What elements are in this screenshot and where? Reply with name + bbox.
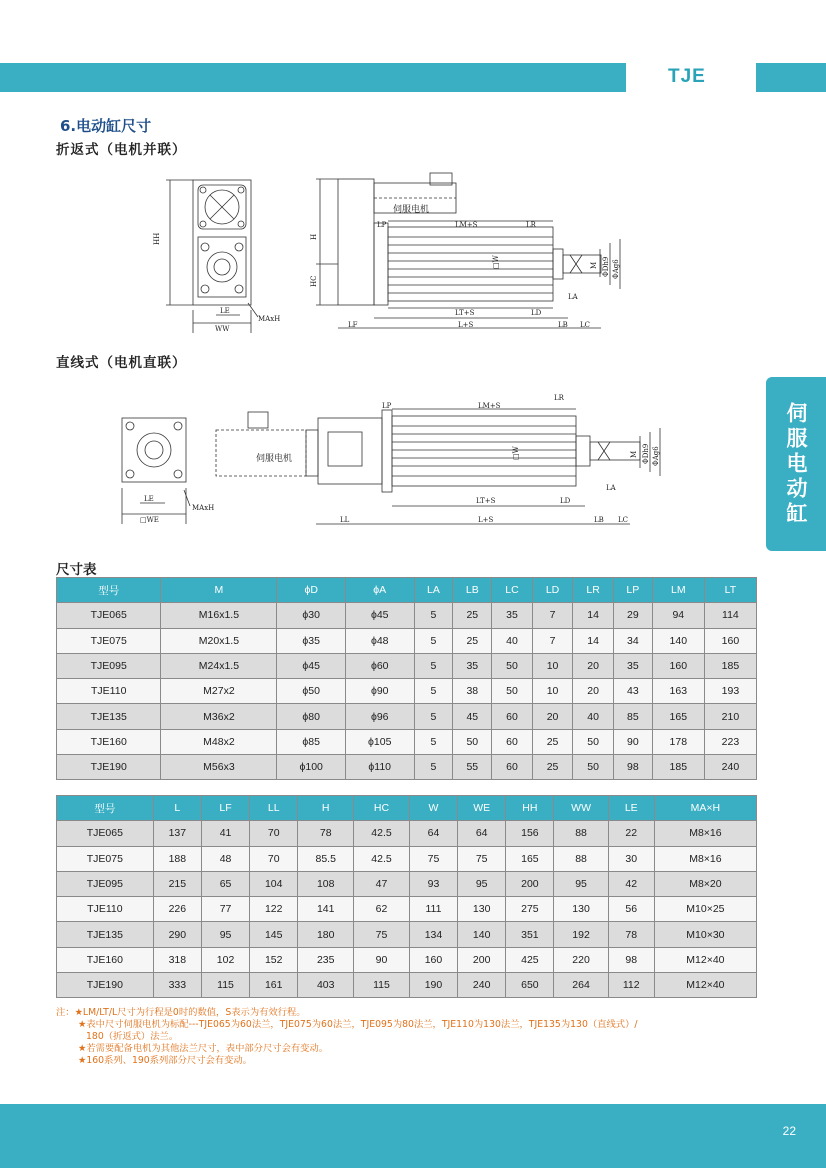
table-cell: 56 [608, 897, 654, 922]
column-header: 型号 [57, 796, 154, 821]
spec-table-2 [56, 795, 757, 998]
table-cell: 70 [250, 846, 298, 871]
column-header: WE [458, 796, 506, 821]
table-cell: 65 [201, 871, 249, 896]
table-cell: 75 [354, 922, 410, 947]
table-cell: 45 [453, 704, 492, 729]
column-header: H [298, 796, 354, 821]
table-cell: ϕ48 [345, 628, 414, 653]
table-cell: TJE075 [57, 628, 161, 653]
table-cell: ϕ30 [277, 603, 346, 628]
label-W: □W [492, 255, 500, 269]
subtitle-parallel: 折返式（电机并联） [56, 142, 187, 158]
table-cell: 35 [613, 653, 652, 678]
drawing-inline [110, 388, 700, 538]
column-header: LR [573, 578, 614, 603]
table-cell: 7 [532, 603, 573, 628]
table-cell: TJE110 [57, 897, 154, 922]
table-cell: 98 [613, 755, 652, 780]
table-cell: M36x2 [161, 704, 277, 729]
table-cell: 42.5 [354, 846, 410, 871]
table-cell: ϕ45 [277, 653, 346, 678]
table-cell: 160 [409, 947, 457, 972]
table-cell: 264 [554, 973, 608, 998]
column-header: L [153, 796, 201, 821]
table-cell: 35 [453, 653, 492, 678]
end-view-parallel [166, 180, 258, 333]
table-cell: 25 [532, 729, 573, 754]
table-cell: M8×16 [654, 846, 756, 871]
table-cell: 50 [573, 729, 614, 754]
table-cell: 20 [532, 704, 573, 729]
column-header: HH [506, 796, 554, 821]
page-number: 22 [782, 1124, 796, 1138]
table-cell: 50 [453, 729, 492, 754]
table-cell: 62 [354, 897, 410, 922]
label-MAxH: MAxH [258, 315, 281, 323]
label-LB: LB [558, 321, 568, 329]
label-LD-inline: LD [560, 497, 571, 505]
header-bar [0, 63, 626, 92]
table-cell: 235 [298, 947, 354, 972]
table-cell: ϕ80 [277, 704, 346, 729]
table-cell: 134 [409, 922, 457, 947]
table-cell: 163 [652, 679, 704, 704]
column-header: 型号 [57, 578, 161, 603]
table-cell: 5 [414, 704, 453, 729]
table-cell: 165 [652, 704, 704, 729]
column-header: LD [532, 578, 573, 603]
note-line: ★若需要配备电机为其他法兰尺寸，表中部分尺寸会有变动。 [78, 1043, 329, 1054]
label-LA-inline: LA [606, 484, 616, 492]
table-cell: TJE075 [57, 846, 154, 871]
table-cell: 25 [453, 603, 492, 628]
table-cell: 75 [458, 846, 506, 871]
column-header: HC [354, 796, 410, 821]
table-cell: 50 [492, 653, 533, 678]
table-cell: 10 [532, 653, 573, 678]
table-cell: 220 [554, 947, 608, 972]
table-cell: TJE135 [57, 922, 154, 947]
table-cell: 42.5 [354, 821, 410, 846]
notes [56, 1007, 638, 1067]
table-cell: 114 [704, 603, 756, 628]
note-line: ★160系列、190系列部分尺寸会有变动。 [78, 1055, 252, 1066]
table-cell: 318 [153, 947, 201, 972]
label-motor-inline: 伺服电机 [256, 454, 293, 464]
table-cell: 50 [573, 755, 614, 780]
table-cell: M24x1.5 [161, 653, 277, 678]
table-cell: 152 [250, 947, 298, 972]
table-cell: TJE135 [57, 704, 161, 729]
table-cell: 130 [554, 897, 608, 922]
table-cell: 40 [573, 704, 614, 729]
label-LMS-inline: LM+S [478, 402, 501, 410]
note-line: 180（折返式）法兰。 [86, 1031, 179, 1042]
column-header: ϕD [277, 578, 346, 603]
column-header: LA [414, 578, 453, 603]
label-LC-inline: LC [618, 516, 629, 524]
table-cell: 178 [652, 729, 704, 754]
table-cell: TJE190 [57, 973, 154, 998]
table-cell: M12×40 [654, 947, 756, 972]
table-cell: 333 [153, 973, 201, 998]
table-cell: ϕ110 [345, 755, 414, 780]
label-LB-inline: LB [594, 516, 604, 524]
table-cell: ϕ85 [277, 729, 346, 754]
table-cell: TJE160 [57, 729, 161, 754]
table-cell: 5 [414, 679, 453, 704]
table-row [57, 947, 757, 972]
table-cell: 200 [506, 871, 554, 896]
table-cell: 35 [492, 603, 533, 628]
table-cell: 180 [298, 922, 354, 947]
table-cell: 60 [492, 755, 533, 780]
table-cell: 115 [354, 973, 410, 998]
table-cell: 130 [458, 897, 506, 922]
table-cell: 165 [506, 846, 554, 871]
table-cell: 25 [532, 755, 573, 780]
table-cell: 108 [298, 871, 354, 896]
table-cell: 161 [250, 973, 298, 998]
table-cell: 55 [453, 755, 492, 780]
table-row [57, 704, 757, 729]
table-cell: 88 [554, 821, 608, 846]
table-cell: 104 [250, 871, 298, 896]
column-header: M [161, 578, 277, 603]
table-cell: TJE160 [57, 947, 154, 972]
table-cell: M8×16 [654, 821, 756, 846]
table-header-row [57, 578, 757, 603]
table-cell: 98 [608, 947, 654, 972]
table-cell: 156 [506, 821, 554, 846]
table-cell: 351 [506, 922, 554, 947]
table-header-row [57, 796, 757, 821]
table-cell: 41 [201, 821, 249, 846]
table-cell: 34 [613, 628, 652, 653]
table-cell: 122 [250, 897, 298, 922]
table-cell: 78 [298, 821, 354, 846]
label-WW: WW [215, 325, 230, 333]
column-header: ϕA [345, 578, 414, 603]
table-cell: M10×25 [654, 897, 756, 922]
label-W-inline: □W [512, 446, 520, 460]
label-LP: LP [377, 221, 387, 229]
table-cell: TJE065 [57, 821, 154, 846]
label-LTS: LT+S [455, 309, 475, 317]
column-header: MA×H [654, 796, 756, 821]
table-row [57, 897, 757, 922]
table-cell: 290 [153, 922, 201, 947]
table-cell: 190 [409, 973, 457, 998]
column-header: WW [554, 796, 608, 821]
table-cell: TJE110 [57, 679, 161, 704]
label-MAxH-inline: MAxH [192, 504, 215, 512]
table-cell: 5 [414, 603, 453, 628]
table-cell: 140 [458, 922, 506, 947]
label-HC: HC [310, 275, 318, 287]
label-LC: LC [580, 321, 591, 329]
table-cell: 240 [704, 755, 756, 780]
table-cell: 94 [652, 603, 704, 628]
table-cell: 88 [554, 846, 608, 871]
table-cell: ϕ96 [345, 704, 414, 729]
table-row [57, 973, 757, 998]
table-cell: 7 [532, 628, 573, 653]
table-cell: 112 [608, 973, 654, 998]
table-cell: 47 [354, 871, 410, 896]
column-header: LF [201, 796, 249, 821]
table-row [57, 821, 757, 846]
table-cell: 5 [414, 729, 453, 754]
table-cell: 145 [250, 922, 298, 947]
table-cell: 10 [532, 679, 573, 704]
table-cell: 185 [652, 755, 704, 780]
table-cell: 14 [573, 603, 614, 628]
label-LA: LA [568, 293, 578, 301]
table-title: 尺寸表 [56, 562, 97, 578]
table-cell: 78 [608, 922, 654, 947]
table-cell: 29 [613, 603, 652, 628]
table-row [57, 871, 757, 896]
table-cell: 200 [458, 947, 506, 972]
brand-label: TJE [668, 66, 706, 87]
table-cell: 20 [573, 679, 614, 704]
table-row [57, 603, 757, 628]
label-HH: HH [153, 232, 161, 245]
table-cell: TJE190 [57, 755, 161, 780]
table-cell: 43 [613, 679, 652, 704]
table-cell: 93 [409, 871, 457, 896]
label-WE: □WE [140, 516, 159, 524]
label-D-inline: ΦDh9 [642, 443, 650, 464]
label-LR: LR [526, 221, 536, 229]
table-cell: 223 [704, 729, 756, 754]
side-view-inline [216, 409, 660, 524]
label-LL: LL [340, 516, 350, 524]
table-cell: TJE095 [57, 653, 161, 678]
table-cell: 160 [704, 628, 756, 653]
table-cell: 77 [201, 897, 249, 922]
label-LTS-inline: LT+S [476, 497, 496, 505]
table-cell: 193 [704, 679, 756, 704]
table-cell: 160 [652, 653, 704, 678]
table-cell: 85.5 [298, 846, 354, 871]
table-row [57, 628, 757, 653]
table-cell: 38 [453, 679, 492, 704]
table-cell: 42 [608, 871, 654, 896]
column-header: LP [613, 578, 652, 603]
side-tab-label: 伺服电动缸 [784, 401, 808, 527]
table-cell: TJE095 [57, 871, 154, 896]
table-cell: 188 [153, 846, 201, 871]
side-tab [766, 377, 826, 551]
table-cell: 95 [554, 871, 608, 896]
table-cell: 40 [492, 628, 533, 653]
table-cell: 425 [506, 947, 554, 972]
label-LE-inline: LE [144, 495, 154, 503]
table-cell: 95 [201, 922, 249, 947]
section-title: 6.电动缸尺寸 [60, 117, 152, 135]
table-cell: 210 [704, 704, 756, 729]
table-cell: 75 [409, 846, 457, 871]
table-cell: 5 [414, 653, 453, 678]
table-cell: M12×40 [654, 973, 756, 998]
table-cell: 192 [554, 922, 608, 947]
table-row [57, 846, 757, 871]
label-LF: LF [348, 321, 358, 329]
label-LR-inline: LR [554, 394, 564, 402]
table-cell: M16x1.5 [161, 603, 277, 628]
label-LS-inline: L+S [478, 516, 494, 524]
table-cell: 14 [573, 628, 614, 653]
note-line: 注：★LM/LT/L尺寸为行程是0时的数值，S表示为有效行程。 [56, 1007, 306, 1018]
table-cell: 226 [153, 897, 201, 922]
end-view-inline [122, 418, 190, 524]
table-row [57, 729, 757, 754]
table-cell: 64 [458, 821, 506, 846]
table-cell: 102 [201, 947, 249, 972]
label-motor: 伺服电机 [393, 205, 430, 215]
column-header: LB [453, 578, 492, 603]
footer-bar [0, 1104, 826, 1168]
table-cell: M56x3 [161, 755, 277, 780]
table-cell: 48 [201, 846, 249, 871]
column-header: LC [492, 578, 533, 603]
table-cell: 22 [608, 821, 654, 846]
table-row [57, 653, 757, 678]
table-cell: 115 [201, 973, 249, 998]
table-cell: 141 [298, 897, 354, 922]
label-M: M [590, 261, 598, 269]
label-A-inline: ΦAg6 [652, 446, 660, 466]
table-cell: 70 [250, 821, 298, 846]
table-cell: 275 [506, 897, 554, 922]
table-cell: 90 [613, 729, 652, 754]
column-header: LL [250, 796, 298, 821]
label-M-inline: M [630, 450, 638, 458]
table-cell: 60 [492, 704, 533, 729]
label-LS: L+S [458, 321, 474, 329]
table-cell: ϕ50 [277, 679, 346, 704]
table-cell: 5 [414, 755, 453, 780]
table-cell: 95 [458, 871, 506, 896]
table-cell: 20 [573, 653, 614, 678]
table-row [57, 755, 757, 780]
label-H: H [310, 233, 318, 240]
subtitle-inline: 直线式（电机直联） [56, 355, 187, 371]
spec-table-1 [56, 577, 757, 780]
table-cell: ϕ35 [277, 628, 346, 653]
table-cell: ϕ105 [345, 729, 414, 754]
column-header: W [409, 796, 457, 821]
table-cell: 403 [298, 973, 354, 998]
table-cell: 215 [153, 871, 201, 896]
table-cell: M8×20 [654, 871, 756, 896]
label-A: ΦAg6 [612, 259, 620, 279]
table-cell: 64 [409, 821, 457, 846]
table-cell: 650 [506, 973, 554, 998]
table-cell: 5 [414, 628, 453, 653]
table-cell: 25 [453, 628, 492, 653]
table-cell: TJE065 [57, 603, 161, 628]
note-line: ★表中尺寸伺服电机为标配---TJE065为60法兰，TJE075为60法兰，TJE095为80法兰，TJE110为130法兰，TJE135为130（直线式）/ [78, 1019, 638, 1030]
column-header: LE [608, 796, 654, 821]
table-cell: 137 [153, 821, 201, 846]
label-LD: LD [531, 309, 542, 317]
label-LMS: LM+S [455, 221, 478, 229]
table-cell: ϕ60 [345, 653, 414, 678]
table-cell: 185 [704, 653, 756, 678]
table-cell: 140 [652, 628, 704, 653]
table-cell: ϕ90 [345, 679, 414, 704]
label-LP-inline: LP [382, 402, 392, 410]
table-cell: ϕ100 [277, 755, 346, 780]
table-cell: 240 [458, 973, 506, 998]
table-cell: 90 [354, 947, 410, 972]
table-cell: M27x2 [161, 679, 277, 704]
table-cell: M48x2 [161, 729, 277, 754]
table-cell: 85 [613, 704, 652, 729]
table-cell: 60 [492, 729, 533, 754]
column-header: LM [652, 578, 704, 603]
table-cell: M20x1.5 [161, 628, 277, 653]
table-cell: M10×30 [654, 922, 756, 947]
table-row [57, 679, 757, 704]
table-cell: 50 [492, 679, 533, 704]
label-D: ΦDh9 [602, 256, 610, 277]
drawing-parallel [150, 165, 670, 340]
header-bar-right [756, 63, 826, 92]
column-header: LT [704, 578, 756, 603]
side-view-parallel [316, 173, 620, 328]
table-cell: 111 [409, 897, 457, 922]
table-row [57, 922, 757, 947]
table-cell: 30 [608, 846, 654, 871]
table-cell: ϕ45 [345, 603, 414, 628]
label-LE: LE [220, 307, 230, 315]
